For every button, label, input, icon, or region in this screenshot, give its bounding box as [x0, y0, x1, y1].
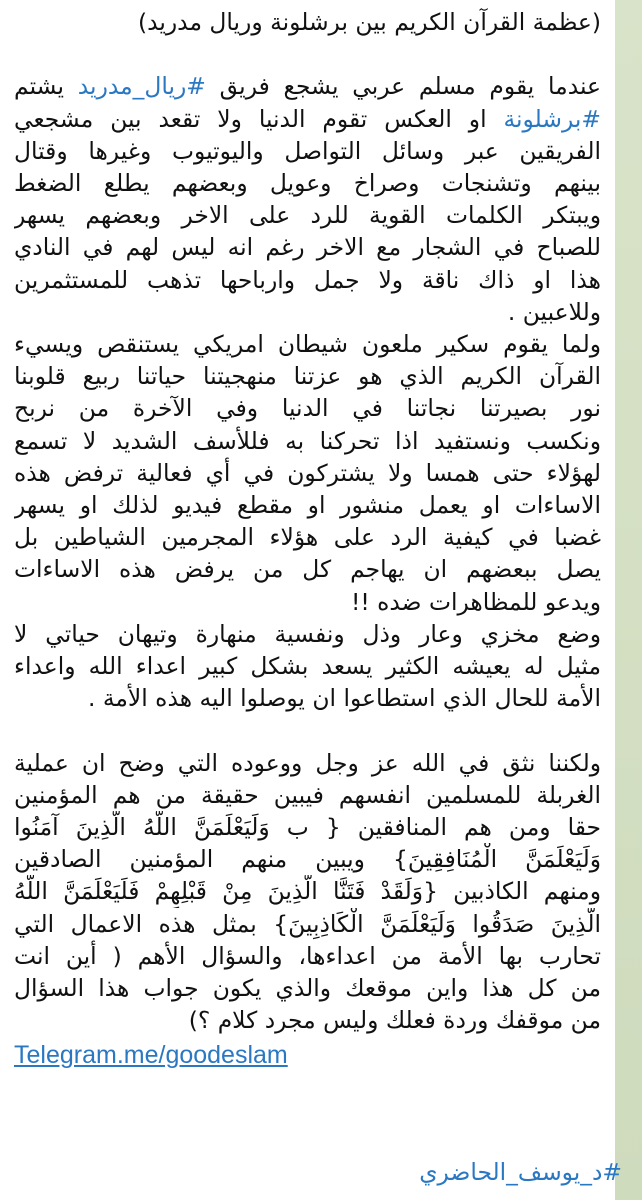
paragraph-2-line: الاساءات او يعمل منشور او مقطع فيديو لذلك او يسهر: [14, 491, 601, 520]
paragraph-1-line: هذا او ذاك ناقة ولا جمل وارباحها تذهب للمستثمرين: [14, 265, 601, 294]
paragraph-gap: [14, 714, 601, 746]
paragraph-1-line: ويبتكر الكلمات القوية للرد على الاخر وبعضهم يسهر: [14, 201, 601, 230]
paragraph-4-line: الَّذِينَ صَدَقُوا وَلَيَعْلَمَنَّ الْكَاذِبِينَ} بمثل هذه الاعمال التي: [14, 909, 601, 938]
paragraph-1: [14, 70, 601, 328]
signature-hashtag[interactable]: #د_يوسف_الحاضري: [419, 1158, 622, 1186]
paragraph-3-line: الأمة للحال الذي استطاعوا ان يوصلوا اليه هذه الأمة .: [87, 684, 601, 713]
paragraph-2-line: غضبا في كيفية الرد على هؤلاء المجرمين الشياطين بل: [14, 523, 601, 552]
paragraph-4-line: من موقفك وردة فعلك وليس مجرد كلام ؟): [188, 1006, 601, 1035]
paragraph-2-line: نور بصيرتنا نجاتنا في الدنيا وفي الآخرة من نربح: [14, 394, 601, 423]
paragraph-2-line: ونكسب ونستفيد اذا تحركنا به فللأسف الشديد لا تسمع: [14, 426, 601, 455]
chat-background-strip: [615, 0, 642, 1200]
telegram-link[interactable]: Telegram.me/goodeslam: [14, 1041, 288, 1070]
hashtag-real-madrid[interactable]: #ريال_مدريد: [77, 72, 206, 101]
paragraph-1-line-2: [14, 103, 601, 135]
text-segment: يشتم: [14, 72, 78, 101]
paragraph-2-line: ويدعو للمظاهرات ضده !!: [350, 587, 601, 616]
text-segment: عندما يقوم مسلم عربي يشجع فريق: [205, 72, 601, 101]
paragraph-4-line: ولكننا نثق في الله عز وجل ووعوده التي وضح ان عملية: [14, 748, 601, 777]
paragraph-3-line: مثيل له يعيشه الكثير يسعد بشكل كبير اعداء الله واعداء: [14, 652, 601, 681]
paragraph-2-line: يصل ببعضهم ان يهاجم كل من يرفض هذه الاساءات: [14, 555, 601, 584]
paragraph-4-line: تحارب بها الأمة من اعداءها، والسؤال الأهم ( أين انت: [14, 941, 601, 970]
paragraph-4: [14, 747, 601, 1037]
hashtag-barcelona[interactable]: #برشلونة: [503, 104, 601, 133]
paragraph-1-line: بينهم وتشنجات وصراخ وعويل وبعضهم يطلع الضغط: [14, 169, 601, 197]
paragraph-2: [14, 328, 601, 618]
message-title: [14, 6, 601, 38]
paragraph-1-line-1: [14, 70, 601, 102]
paragraph-3-line: وضع مخزي وعار وذل ونفسية منهارة وتيهان حياتي لا: [14, 619, 601, 648]
paragraph-4-line: حقا ومن هم المنافقين { ب وَلَيَعْلَمَنَّ اللَّهُ الَّذِينَ آمَنُوا: [14, 813, 601, 842]
title-line: (عظمة القرآن الكريم بين برشلونة وريال مدريد): [137, 8, 601, 36]
paragraph-1-line: للصباح في الشجار مع الاخر رغم انه ليس لهم في النادي: [14, 233, 601, 262]
paragraph-2-line: ولما يقوم سكير ملعون شيطان امريكي يستنقص ويسيء: [14, 330, 601, 359]
paragraph-1-line: وللاعبين .: [507, 297, 601, 326]
paragraph-3: [14, 618, 601, 715]
paragraph-4-line: وَلَيَعْلَمَنَّ الْمُنَافِقِينَ} ويبين منهم المؤمنين الصادقين: [14, 845, 601, 874]
paragraph-4-line: من كل هذا واين موقعك والذي يكون جواب هذا السؤال: [14, 974, 601, 1003]
paragraph-4-line: الغربلة للمسلمين انفسهم فيبين حقيقة من هم المؤمنين: [14, 780, 601, 809]
paragraph-4-line: ومنهم الكاذبين {وَلَقَدْ فَتَنَّا الَّذِينَ مِنْ قَبْلِهِمْ فَلَيَعْلَمَنَّ اللَّهُ: [14, 877, 601, 906]
paragraph-gap: [14, 38, 601, 70]
paragraph-2-line: لهؤلاء حتى همسا ولا يشتركون في أي فعالية ترفض هذه: [14, 458, 601, 487]
paragraph-2-line: القرآن الكريم الذي هو عزتنا منهجيتنا حياتنا ربيع قلوبنا: [14, 362, 601, 391]
text-segment: او العكس تقوم الدنيا ولا تقعد بين مشجعي: [14, 104, 504, 133]
paragraph-1-line: الفريقين عبر وسائل التواصل واليوتيوب وغيرها وقتال: [14, 136, 601, 165]
